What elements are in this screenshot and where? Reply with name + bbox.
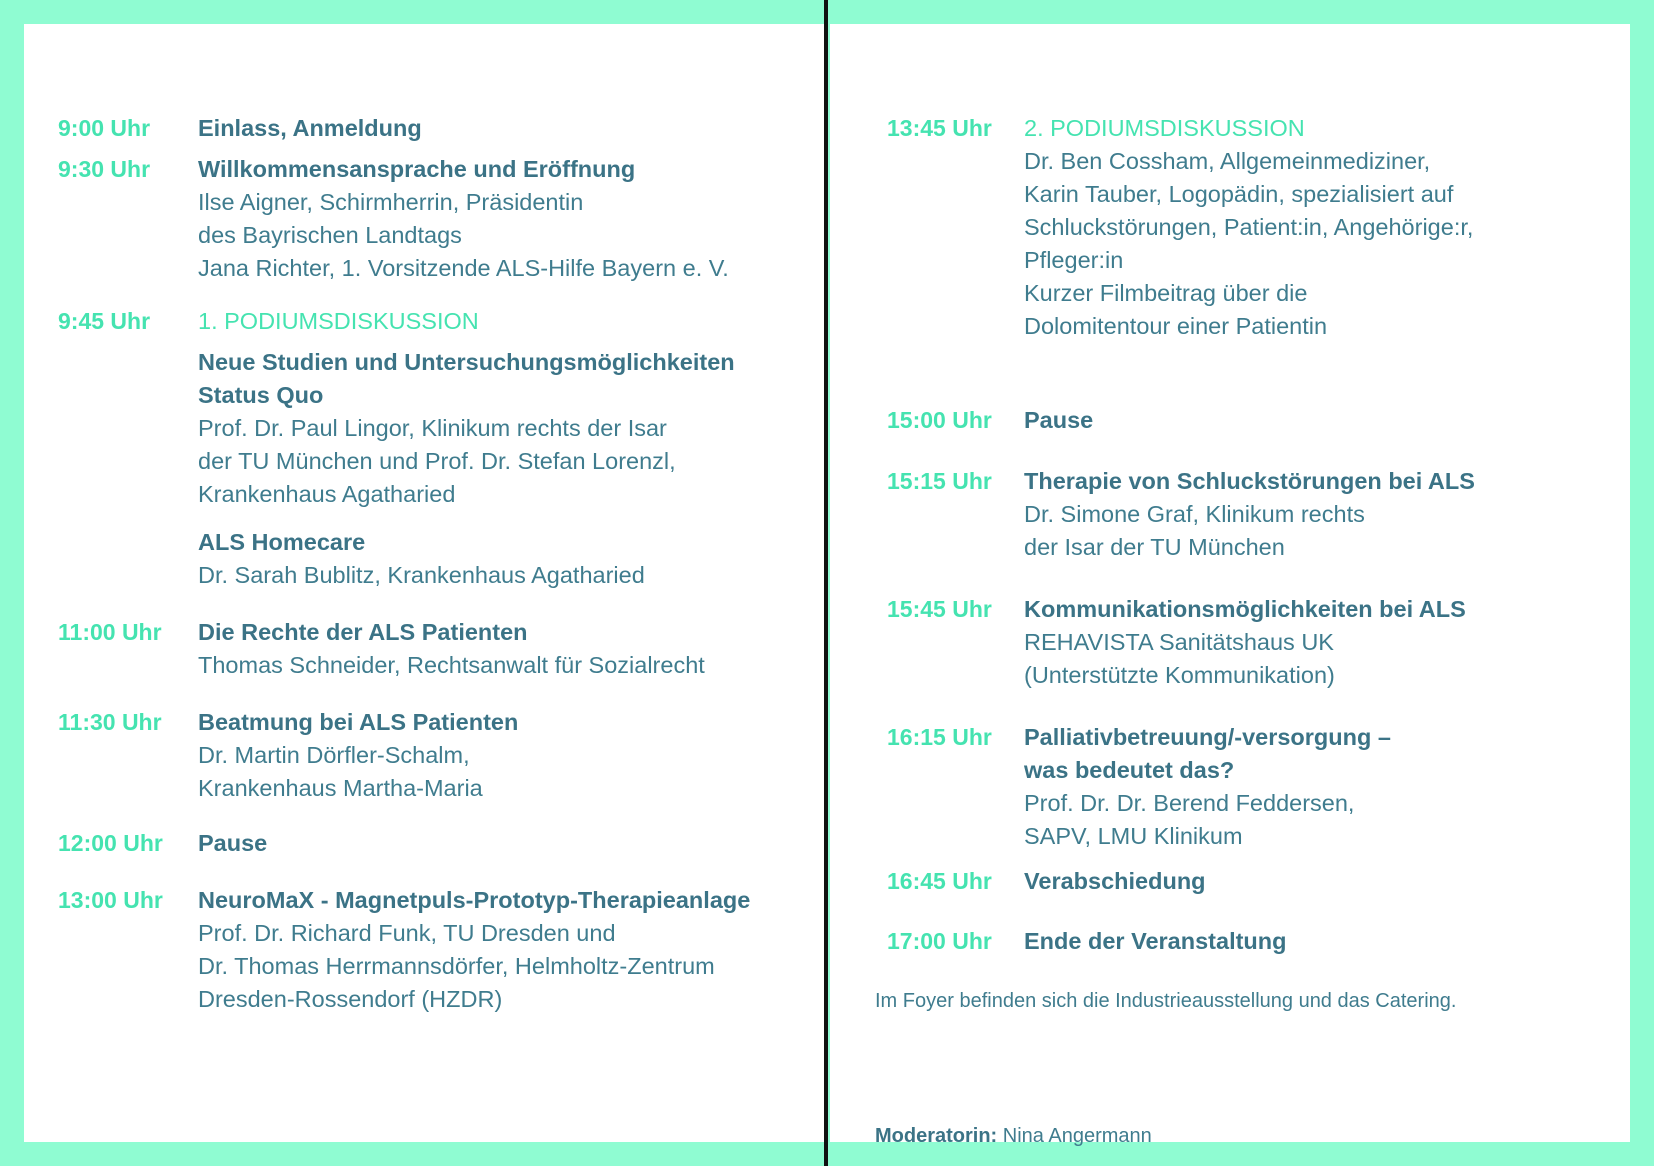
- moderator-line: [875, 1122, 1152, 1150]
- entry-time: 11:30 Uhr: [58, 709, 162, 735]
- entry-detail: Dr. Ben Cossham, Allgemeinmediziner,: [1024, 148, 1431, 174]
- right-page: [830, 24, 1630, 1147]
- entry-title: Therapie von Schluckstörungen bei ALS: [1024, 468, 1475, 494]
- entry-time: 16:15 Uhr: [887, 724, 992, 750]
- entry-detail: Schluckstörungen, Patient:in, Angehörige:r,: [1024, 214, 1474, 240]
- entry-detail: (Unterstützte Kommunikation): [1024, 662, 1335, 688]
- entry-title: Pause: [198, 830, 268, 856]
- moderator-label: Moderatorin:: [875, 1125, 998, 1147]
- entry-detail: Thomas Schneider, Rechtsanwalt für Sozialrecht: [198, 652, 705, 678]
- entry-title: Pause: [1024, 407, 1094, 433]
- entry-time: 15:00 Uhr: [887, 407, 992, 433]
- entry-title: Kommunikationsmöglichkeiten bei ALS: [1024, 596, 1466, 622]
- entry-title: Verabschiedung: [1024, 868, 1206, 894]
- entry-time: 11:00 Uhr: [58, 619, 162, 645]
- entry-title: NeuroMaX - Magnetpuls-Prototyp-Therapieanlage: [198, 887, 751, 913]
- entry-title: ALS Homecare: [198, 529, 366, 555]
- entry-title: Einlass, Anmeldung: [198, 115, 422, 141]
- entry-title: was bedeutet das?: [1024, 757, 1235, 783]
- entry-detail: Krankenhaus Martha-Maria: [198, 775, 483, 801]
- moderator-name: Nina Angermann: [1002, 1125, 1152, 1147]
- left-page: [24, 24, 824, 1142]
- entry-detail: Dolomitentour einer Patientin: [1024, 313, 1328, 339]
- entry-detail: Krankenhaus Agatharied: [198, 481, 456, 507]
- entry-detail: Karin Tauber, Logopädin, spezialisiert auf: [1024, 181, 1454, 207]
- entry-time: 15:45 Uhr: [887, 596, 992, 622]
- entry-time: 17:00 Uhr: [887, 928, 992, 954]
- entry-time: 13:45 Uhr: [887, 115, 992, 141]
- entry-time: 9:30 Uhr: [58, 156, 151, 182]
- entry-title: Die Rechte der ALS Patienten: [198, 619, 528, 645]
- entry-detail: Prof. Dr. Paul Lingor, Klinikum rechts der Isar: [198, 415, 667, 441]
- entry-title: Neue Studien und Untersuchungsmöglichkeiten: [198, 349, 735, 375]
- entry-detail: Dresden-Rossendorf (HZDR): [198, 986, 503, 1012]
- section-heading: 2. PODIUMSDISKUSSION: [1024, 115, 1305, 141]
- section-heading: 1. PODIUMSDISKUSSION: [198, 308, 479, 334]
- entry-detail: Ilse Aigner, Schirmherrin, Präsidentin: [198, 189, 584, 215]
- entry-detail: Dr. Simone Graf, Klinikum rechts: [1024, 501, 1365, 527]
- entry-title: Palliativbetreuung/-versorgung –: [1024, 724, 1391, 750]
- entry-time: 9:00 Uhr: [58, 115, 151, 141]
- entry-detail: Dr. Martin Dörfler-Schalm,: [198, 742, 470, 768]
- entry-title: Ende der Veranstaltung: [1024, 928, 1287, 954]
- entry-time: 9:45 Uhr: [58, 308, 151, 334]
- entry-detail: Prof. Dr. Dr. Berend Feddersen,: [1024, 790, 1355, 816]
- entry-detail: Dr. Thomas Herrmannsdörfer, Helmholtz-Zentrum: [198, 953, 715, 979]
- entry-detail: der TU München und Prof. Dr. Stefan Lorenzl,: [198, 448, 676, 474]
- entry-detail: REHAVISTA Sanitätshaus UK: [1024, 629, 1334, 655]
- entry-title: Status Quo: [198, 382, 324, 408]
- foyer-note: Im Foyer befinden sich die Industrieausstellung und das Catering.: [875, 990, 1457, 1012]
- entry-detail: Pfleger:in: [1024, 247, 1124, 273]
- entry-detail: Jana Richter, 1. Vorsitzende ALS-Hilfe Bayern e. V.: [198, 255, 729, 281]
- entry-time: 16:45 Uhr: [887, 868, 992, 894]
- entry-time: 12:00 Uhr: [58, 830, 163, 856]
- page-fold-line: [824, 0, 828, 1166]
- entry-time: 13:00 Uhr: [58, 887, 163, 913]
- entry-time: 15:15 Uhr: [887, 468, 992, 494]
- entry-detail: Prof. Dr. Richard Funk, TU Dresden und: [198, 920, 616, 946]
- entry-title: Beatmung bei ALS Patienten: [198, 709, 519, 735]
- entry-detail: Kurzer Filmbeitrag über die: [1024, 280, 1308, 306]
- entry-title: Willkommensansprache und Eröffnung: [198, 156, 636, 182]
- entry-detail: Dr. Sarah Bublitz, Krankenhaus Agatharied: [198, 562, 645, 588]
- entry-detail: der Isar der TU München: [1024, 534, 1285, 560]
- entry-detail: SAPV, LMU Klinikum: [1024, 823, 1243, 849]
- entry-detail: des Bayrischen Landtags: [198, 222, 462, 248]
